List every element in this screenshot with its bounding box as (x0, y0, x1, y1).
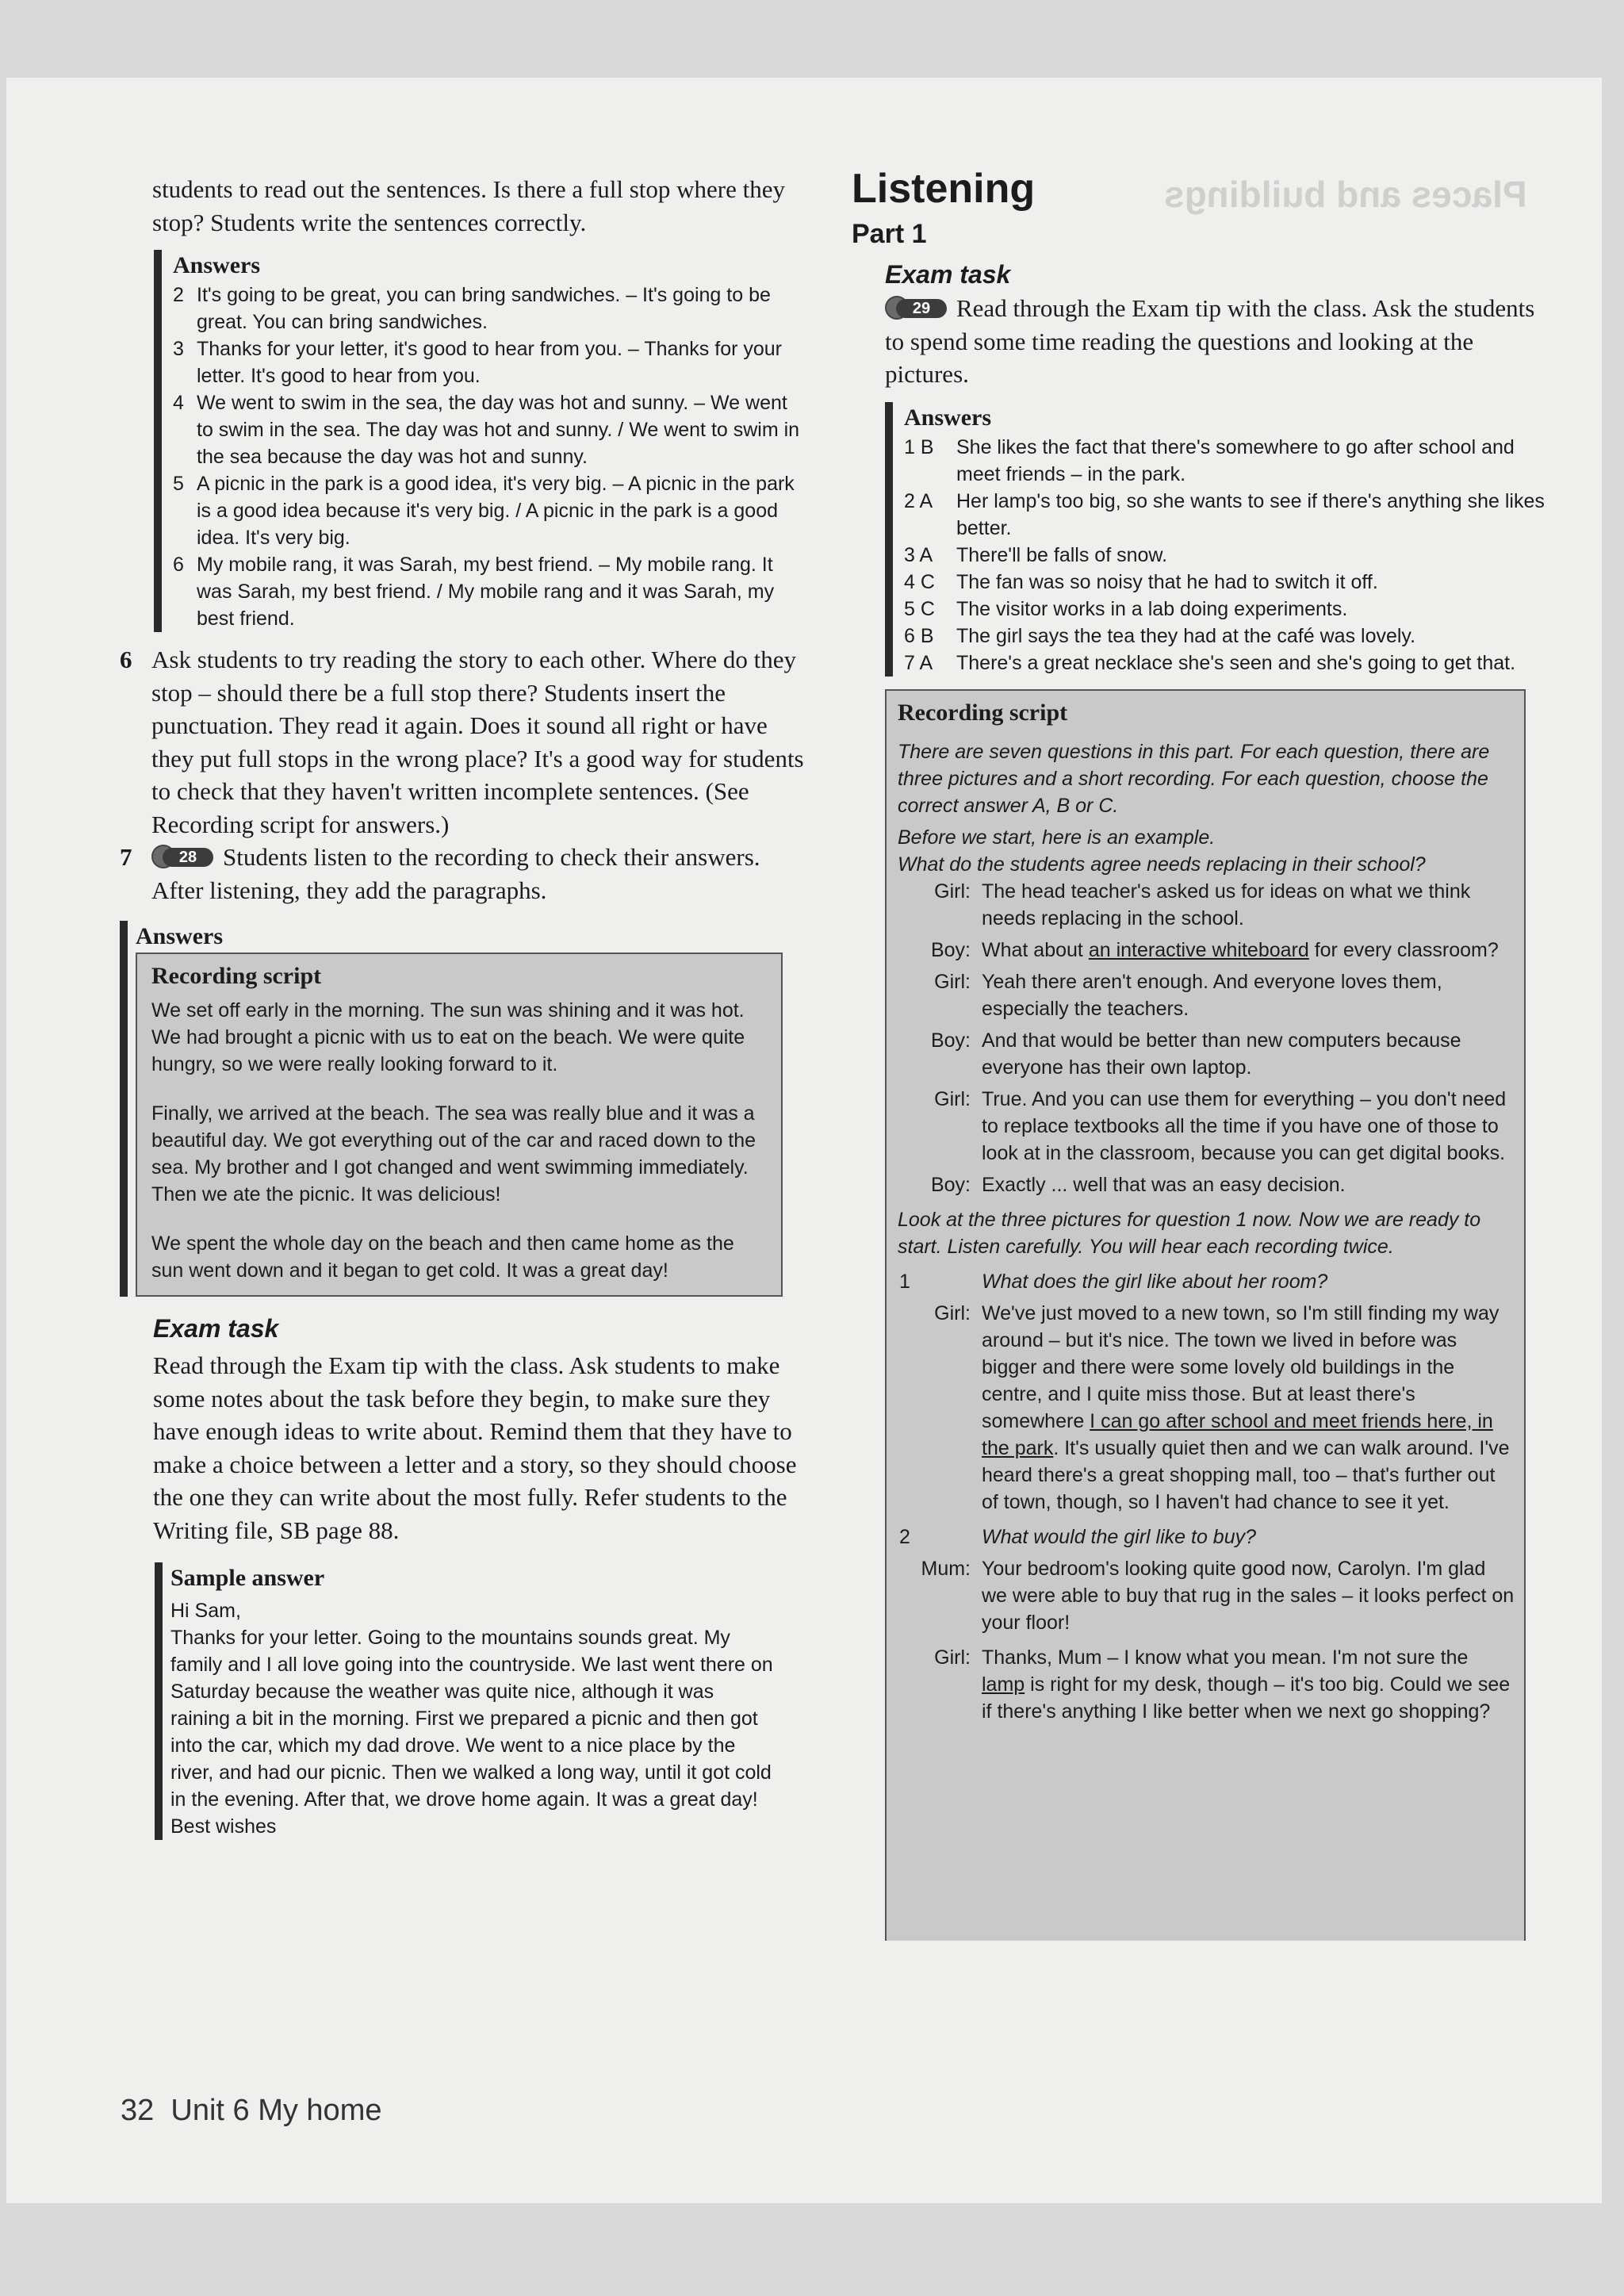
sample-closing: Best wishes (170, 1815, 277, 1838)
answer-item: 2 A Her lamp's too big, so she wants to see if there's anything she likes better. (904, 489, 1545, 539)
textbook-page (6, 78, 1602, 2203)
recording-script-box (885, 689, 1526, 1941)
answer-item: 4 We went to swim in the sea, the day was hot and sunny. – We went to swim in the sea. The day was hot and sunny. / We went to swim in the sea because the day was hot and sunny. (173, 392, 800, 468)
answers-list (173, 282, 806, 632)
sample-greeting: Hi Sam, (170, 1600, 241, 1622)
recording-script-box-1 (136, 953, 783, 1297)
step-6: 6 Ask students to try reading the story to each other. Where do they stop – should there be a full stop there? Students insert the punctuation. They read it again. Does it sound all right or have they put full stops in the wrong place? It's a good way for students to check that they haven't written incomplete sentences. (See Recording script for answers.) (120, 646, 804, 838)
dialogue-line: Boy: And that would be better than new computers because everyone has their own laptop. (930, 1029, 1461, 1079)
dialogue-line: Girl: Thanks, Mum – I know what you mean. I'm not sure the lamp is right for my desk, though – it's too big. Could we see if there's anything I like better when we next go shopping? (934, 1646, 1511, 1723)
script-paragraph: Finally, we arrived at the beach. The sea was really blue and it was a beautiful day. We got everything out of the car and raced down to the sea. My brother and I got changed and went swimming immediately. Then we ate the picnic. It was delicious! (151, 1102, 756, 1205)
dialogue-line: Girl: We've just moved to a new town, so I'm still finding my way around – but it's nice. The town we lived in before was bigger and there were some lovely old buildings in the centre, and I quite miss those. But at least there's somewhere I can go after school and meet friends here, in the park. It's usually quiet then and we can walk around. I've heard there's a great shopping mall, too – that's further out of town, though, so I haven't had chance to see it yet. (934, 1301, 1510, 1513)
sample-body: Thanks for your letter. Going to the mountains sounds great. My family and I all love going into the countryside. We last went there on Saturday because the weather was quite nice, although it was raining a bit in the morning. First we prepared a picnic and then got into the car, which my dad drove. We went to a nice place by the river, and had our picnic. Then we walked a long way, until it got cold in the evening. After that, we drove home again. It was a great day! (170, 1627, 773, 1811)
exam-task-heading: Exam task (885, 260, 1011, 289)
exam-task-heading: Exam task (153, 1314, 279, 1343)
cd-track-icon: 29 (885, 294, 948, 321)
script-example-question: What do the students agree needs replacing in their school? (898, 853, 1426, 876)
script-paragraph: We spent the whole day on the beach and then came home as the sun went down and it began to get cold. It was a great day! (151, 1232, 734, 1282)
section-heading: Listening (852, 166, 1036, 212)
answers-box (885, 402, 1549, 677)
answer-item: 5 A picnic in the park is a good idea, it's very big. – A picnic in the park is a good idea because it's very big. / A picnic in the park is a good idea. It's very big. (173, 473, 795, 549)
answers-box-1 (154, 250, 806, 632)
step-7: 7 28 Students listen to the recording to check their answers. After listening, they add the paragraphs. (120, 843, 760, 904)
answer-item: 3 A There'll be falls of snow. (904, 543, 1168, 566)
intro-paragraph: students to read out the sentences. Is there a full stop where they stop? Students write the sentences correctly. (152, 175, 786, 236)
answers-title: Answers (904, 404, 991, 431)
cd-track-icon: 28 (151, 843, 215, 870)
dialogue-line: Girl: The head teacher's asked us for ideas on what we think needs replacing in the school. (934, 880, 1471, 930)
answer-item: 7 A There's a great necklace she's seen and she's going to get that. (904, 651, 1516, 674)
answer-item: 1 B She likes the fact that there's somewhere to go after school and meet friends – in the park. (904, 435, 1515, 485)
dialogue-line: Boy: What about an interactive whiteboard for every classroom? (930, 938, 1499, 961)
script-instructions: There are seven questions in this part. For each question, there are three pictures and a short recording. For each question, choose the correct answer A, B or C. (898, 740, 1490, 817)
answer-item: 5 C The visitor works in a lab doing experiments. (904, 597, 1348, 620)
dialogue-line: Boy: Exactly ... well that was an easy decision. (930, 1173, 1346, 1196)
answer-item: 6 B The girl says the tea they had at the café was lovely. (904, 624, 1416, 647)
answer-item: 2 It's going to be great, you can bring sandwiches. – It's going to be great. You can bring sandwiches. (173, 284, 771, 333)
bleed-through-heading: Places and buildings (1164, 174, 1527, 215)
left-column (120, 173, 806, 1840)
answer-item: 6 My mobile rang, it was Sarah, my best friend. – My mobile rang. It was Sarah, my best friend. / My mobile rang and it was Sarah, my best friend. (173, 554, 775, 630)
dialogue-line: Girl: True. And you can use them for everything – you don't need to replace textbooks all the time if you have one of those to look at in the classroom, because you can get digital books. (934, 1087, 1507, 1164)
recording-script-title: Recording script (151, 963, 322, 989)
sample-answer-title: Sample answer (170, 1565, 325, 1591)
script-example-intro: Before we start, here is an example. (898, 826, 1216, 849)
answers-title: Answers (173, 252, 260, 278)
script-instructions: Look at the three pictures for question 1 now. Now we are ready to start. Listen carefully. You will hear each recording twice. (898, 1208, 1481, 1258)
script-paragraph: We set off early in the morning. The sun was shining and it was hot. We had brought a picnic with us to eat on the beach. We were quite hungry, so we were really looking forward to it. (151, 999, 745, 1075)
right-column (852, 163, 1549, 1941)
exam-task-text: Read through the Exam tip with the class. Ask students to make some notes about the task before they begin, to make sure they have enough ideas to write about. Remind them that they have to make a choice between a letter and a story, so they should choose the one they can write about the most fully. Refer students to the Writing file, SB page 88. (153, 1351, 797, 1544)
page-footer: 32 Unit 6 My home (121, 2094, 382, 2127)
dialogue-line: Girl: Yeah there aren't enough. And everyone loves them, especially the teachers. (934, 970, 1442, 1020)
answer-item: 4 C The fan was so noisy that he had to switch it off. (904, 570, 1378, 593)
exam-task-text: 29 Read through the Exam tip with the class. Ask the students to spend some time reading the questions and looking at the pictures. (885, 294, 1535, 388)
sample-answer-box (155, 1562, 806, 1840)
part-heading: Part 1 (852, 219, 927, 249)
recording-script-title: Recording script (898, 699, 1068, 726)
question-line: 1 What does the girl like about her room? (899, 1270, 1328, 1293)
answers-list (904, 434, 1549, 677)
answers-title: Answers (136, 923, 223, 949)
question-line: 2 What would the girl like to buy? (899, 1525, 1257, 1548)
answers-box-2 (120, 921, 806, 1297)
dialogue-line: Mum: Your bedroom's looking quite good now, Carolyn. I'm glad we were able to buy that rug in the sales – it looks perfect on your floor! (921, 1557, 1515, 1634)
answer-item: 3 Thanks for your letter, it's good to hear from you. – Thanks for your letter. It's good to hear from you. (173, 338, 783, 387)
